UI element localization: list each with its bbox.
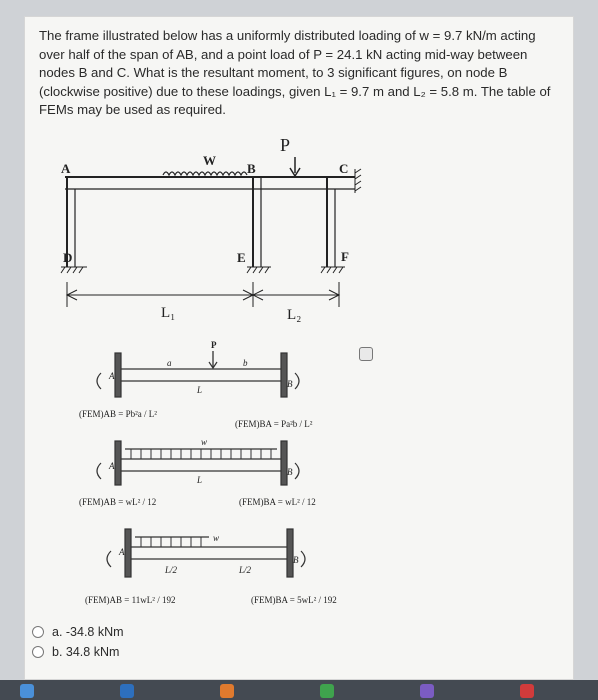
node-label-c: C [339,161,349,176]
figures [25,17,573,627]
taskbar-app-icon[interactable] [120,684,134,698]
case1-label-l: L [197,385,203,395]
choice-a-label: a. -34.8 kNm [52,625,124,639]
span-label-l1: L₁ [161,305,176,321]
taskbar-app-icon[interactable] [20,684,34,698]
case2-label-node-a: A [109,461,115,471]
node-label-a: A [61,161,71,176]
case3-fem-right: (FEM)BA = 5wL² / 192 [251,595,337,605]
taskbar-app-icon[interactable] [320,684,334,698]
case1-label-node-a: A [109,371,115,381]
node-label-d: D [63,250,73,265]
node-label-b: B [247,161,256,176]
fixed-support-f [321,267,345,273]
case3-label-node-b: B [293,555,299,565]
node-label-e: E [237,250,246,265]
fixed-support-c [355,169,361,193]
case2-fem-right: (FEM)BA = wL² / 12 [239,497,316,507]
span-label-l2: L₂ [287,307,302,323]
fixed-support-e [247,267,271,273]
choice-b-radio[interactable] [32,646,44,658]
node-label-f: F [341,249,349,264]
choice-b-label: b. 34.8 kNm [52,645,120,659]
case2-fem-left: (FEM)AB = wL² / 12 [79,497,157,507]
case3-label-node-a: A [119,547,125,557]
choice-a[interactable] [32,622,124,642]
choice-b[interactable] [32,642,124,662]
udl-load [163,172,247,175]
case1-label-a: a [167,358,172,368]
case1-fem-left: (FEM)AB = Pb²a / L² [79,409,157,419]
question-card [24,16,574,680]
case1-label-p: P [211,340,217,350]
case3-fem-left: (FEM)AB = 11wL² / 192 [85,595,176,605]
frame-diagram [61,157,361,307]
taskbar-app-icon[interactable] [520,684,534,698]
udl-label-w: W [203,153,216,168]
case1-fem-right: (FEM)BA = Pa²b / L² [235,419,313,429]
choice-a-radio[interactable] [32,626,44,638]
case3-label-half1: L/2 [165,565,178,575]
case2-label-w: w [201,437,208,447]
point-load-label-p: P [280,135,291,155]
case3-label-half2: L/2 [239,565,252,575]
question-text: The frame illustrated below has a uniformly distributed loading of w = 9.7 kN/m acting over half of the span of AB, and a point load of P = 24.1 kN acting mid-way between nodes B and C. What is the resultant moment, to 3 significant figures, on node B (clockwise positive) due to these loadings, given L₁ = 9.7 m and L₂ = 5.8 m. The table of FEMs may be used as required. [39,28,551,118]
fem-case-half-udl [107,529,305,577]
case1-label-node-b: B [287,379,293,389]
fem-table [79,340,337,605]
case3-label-w: w [213,533,220,543]
answer-choices [32,622,124,662]
image-zoom-icon[interactable] [359,347,373,361]
case1-label-b: b [243,358,248,368]
taskbar-app-icon[interactable] [220,684,234,698]
fixed-support-d [61,267,87,273]
taskbar-app-icon[interactable] [420,684,434,698]
case2-label-l: L [197,475,203,485]
taskbar [0,680,598,700]
case2-label-node-b: B [287,467,293,477]
dimension-lines [67,282,339,307]
